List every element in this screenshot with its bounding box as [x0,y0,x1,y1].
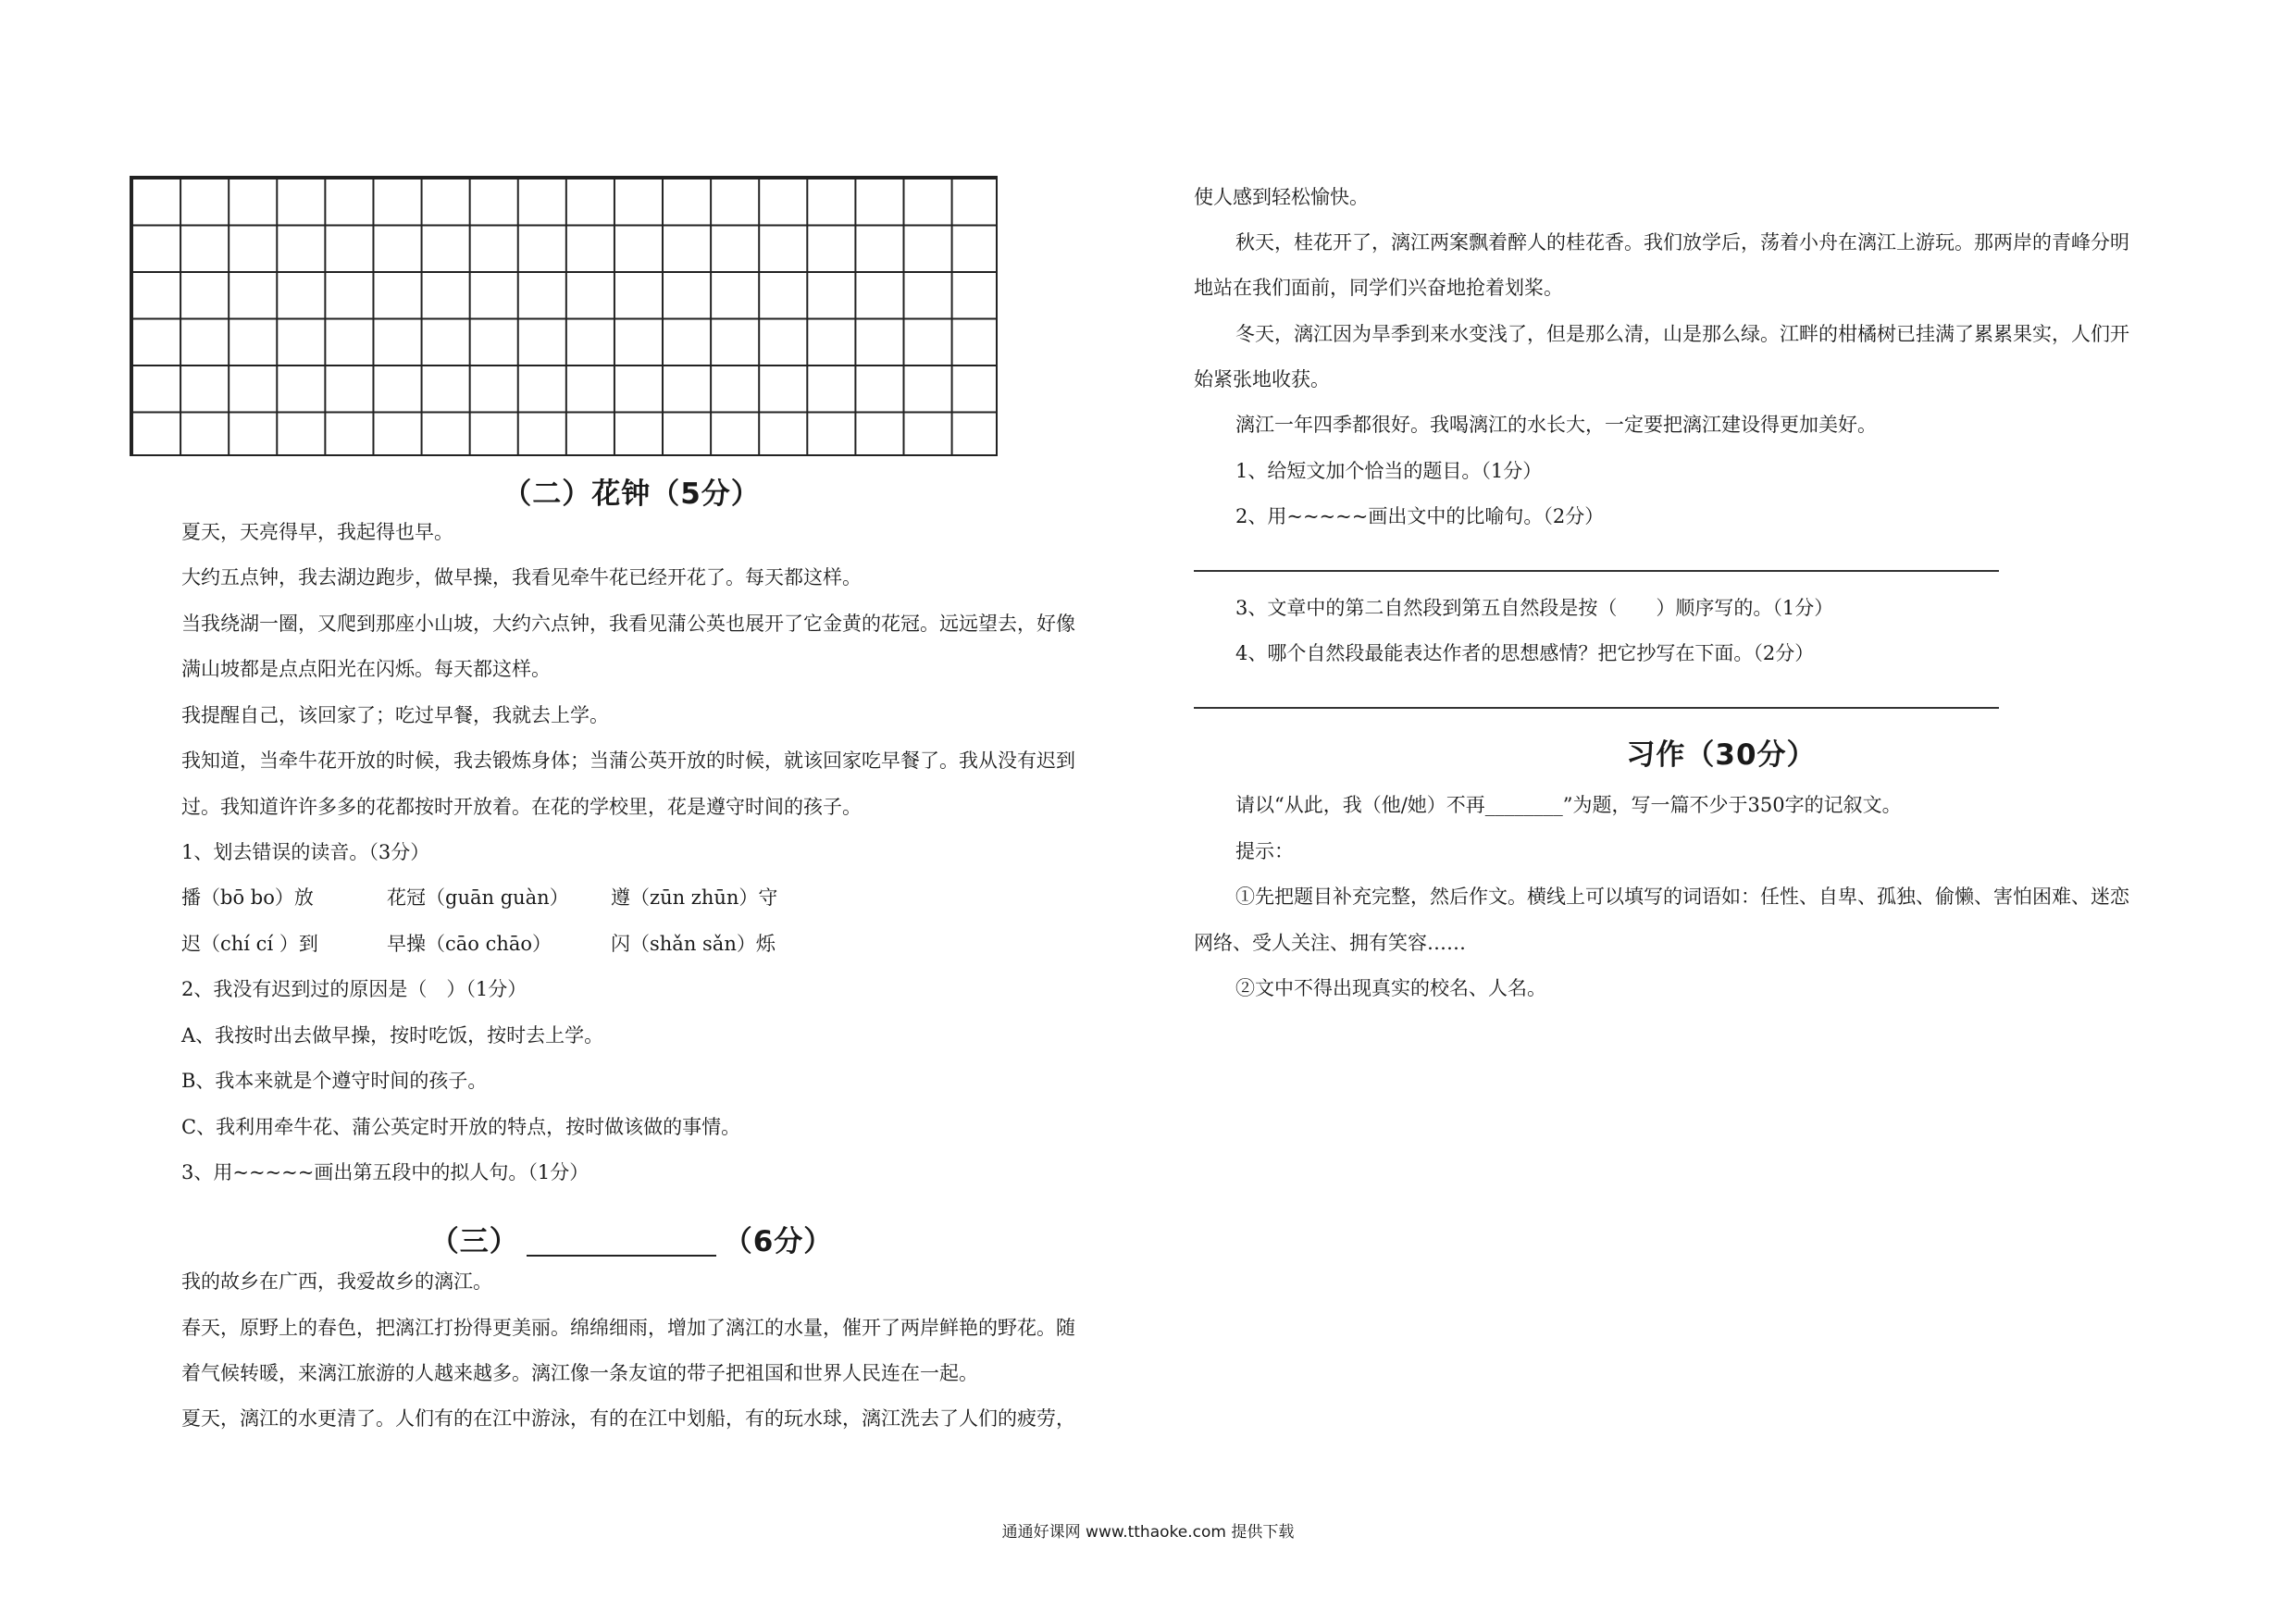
writing-hint-2: ②文中不得出现真实的校名、人名。 [1235,977,1546,999]
pinyin-item[interactable]: 播（bō bo）放 [181,886,314,909]
s2-question-3: 3、用~~~~~画出第五段中的拟人句。（1分） [181,1161,590,1183]
s3-paragraph-2b: 着气候转暖，来漓江旅游的人越来越多。漓江像一条友谊的带子把祖国和世界人民连在一起。 [181,1362,978,1384]
r-question-3: 3、文章中的第二自然段到第五自然段是按（ ）顺序写的。（1分） [1235,597,1834,619]
s2-paragraph-3: 当我绕湖一圈，又爬到那座小山坡，大约六点钟，我看见蒲公英也展开了它金黄的花冠。远远望去，好像 [181,613,1075,635]
option-c: C、我利用牵牛花、蒲公英定时开放的特点，按时做该做的事情。 [181,1116,741,1138]
s2-paragraph-1: 夏天，天亮得早，我起得也早。 [181,521,453,543]
pinyin-item[interactable]: 遵（zūn zhūn）守 [611,886,778,909]
section3-title [130,1218,1134,1259]
section3-title-suffix: （6分） [723,1225,834,1258]
r-paragraph-2b: 地站在我们面前，同学们兴奋地抢着划桨。 [1194,277,1563,299]
s2-question-1: 1、划去错误的读音。（3分） [181,841,430,863]
r-paragraph-2: 秋天，桂花开了，漓江两案飘着醉人的桂花香。我们放学后，荡着小舟在漓江上游玩。那两岸的青峰分明 [1235,231,2129,254]
pinyin-item[interactable]: 闪（shǎn sǎn）烁 [611,933,776,955]
option-a: A、我按时出去做早操，按时吃饭，按时去上学。 [181,1024,604,1047]
page-footer: 通通好课网 www.tthaoke.com 提供下载 [1001,1523,1295,1542]
r-paragraph-3: 冬天，漓江因为旱季到来水变浅了，但是那么清，山是那么绿。江畔的柑橘树已挂满了累累果实，人们开 [1235,323,2129,345]
r-question-2: 2、用~~~~~画出文中的比喻句。（2分） [1235,505,1605,527]
answer-line-2[interactable] [1194,707,1999,709]
pinyin-item[interactable]: 迟（chí cí ）到 [181,933,318,955]
s2-paragraph-5b: 过。我知道许许多多的花都按时开放着。在花的学校里，花是遵守时间的孩子。 [181,796,862,818]
s2-paragraph-4: 我提醒自己，该回家了；吃过早餐，我就去上学。 [181,704,609,726]
writing-hint-1: ①先把题目补充完整，然后作文。横线上可以填写的词语如：任性、自卑、孤独、偷懒、害怕困难、迷恋 [1235,886,2129,908]
s3-paragraph-3: 夏天，漓江的水更清了。人们有的在江中游泳，有的在江中划船，有的玩水球，漓江洗去了人们的疲劳， [181,1407,1075,1430]
s3-paragraph-2: 春天，原野上的春色，把漓江打扮得更美丽。绵绵细雨，增加了漓江的水量，催开了两岸鲜艳的野花。随 [181,1317,1075,1339]
option-b: B、我本来就是个遵守时间的孩子。 [181,1070,488,1092]
answer-line-1[interactable] [1194,570,1999,572]
r-question-1: 1、给短文加个恰当的题目。（1分） [1235,460,1543,482]
section3-title-blank[interactable] [527,1231,716,1257]
writing-prompt: 请以“从此，我（他/她）不再________”为题，写一篇不少于350字的记叙文。 [1235,794,1902,816]
writing-grid[interactable] [130,176,998,456]
writing-title: 习作（30分） [1626,738,1817,772]
r-paragraph-1: 使人感到轻松愉快。 [1194,186,1369,208]
pinyin-item[interactable]: 早操（cāo chāo） [387,933,552,955]
pinyin-item[interactable]: 花冠（guān guàn） [387,886,569,909]
writing-hint-label: 提示： [1235,840,1294,862]
writing-hint-1b: 网络、受人关注、拥有笑容…… [1194,932,1466,954]
r-paragraph-4: 漓江一年四季都很好。我喝漓江的水长大，一定要把漓江建设得更加美好。 [1235,414,1877,436]
r-question-4: 4、哪个自然段最能表达作者的思想感情？把它抄写在下面。（2分） [1235,642,1815,664]
s2-paragraph-5: 我知道，当牵牛花开放的时候，我去锻炼身体；当蒲公英开放的时候，就该回家吃早餐了。我从没有迟到 [181,750,1075,772]
s3-paragraph-1: 我的故乡在广西，我爱故乡的漓江。 [181,1270,492,1293]
s2-paragraph-2: 大约五点钟，我去湖边跑步，做早操，我看见牵牛花已经开花了。每天都这样。 [181,566,862,588]
s2-paragraph-3b: 满山坡都是点点阳光在闪烁。每天都这样。 [181,658,551,680]
section3-title-prefix: （三） [429,1225,519,1258]
section2-title: （二）花钟（5分） [503,477,761,511]
s2-question-2: 2、我没有迟到过的原因是（ ）（1分） [181,978,527,1000]
r-paragraph-3b: 始紧张地收获。 [1194,368,1330,390]
